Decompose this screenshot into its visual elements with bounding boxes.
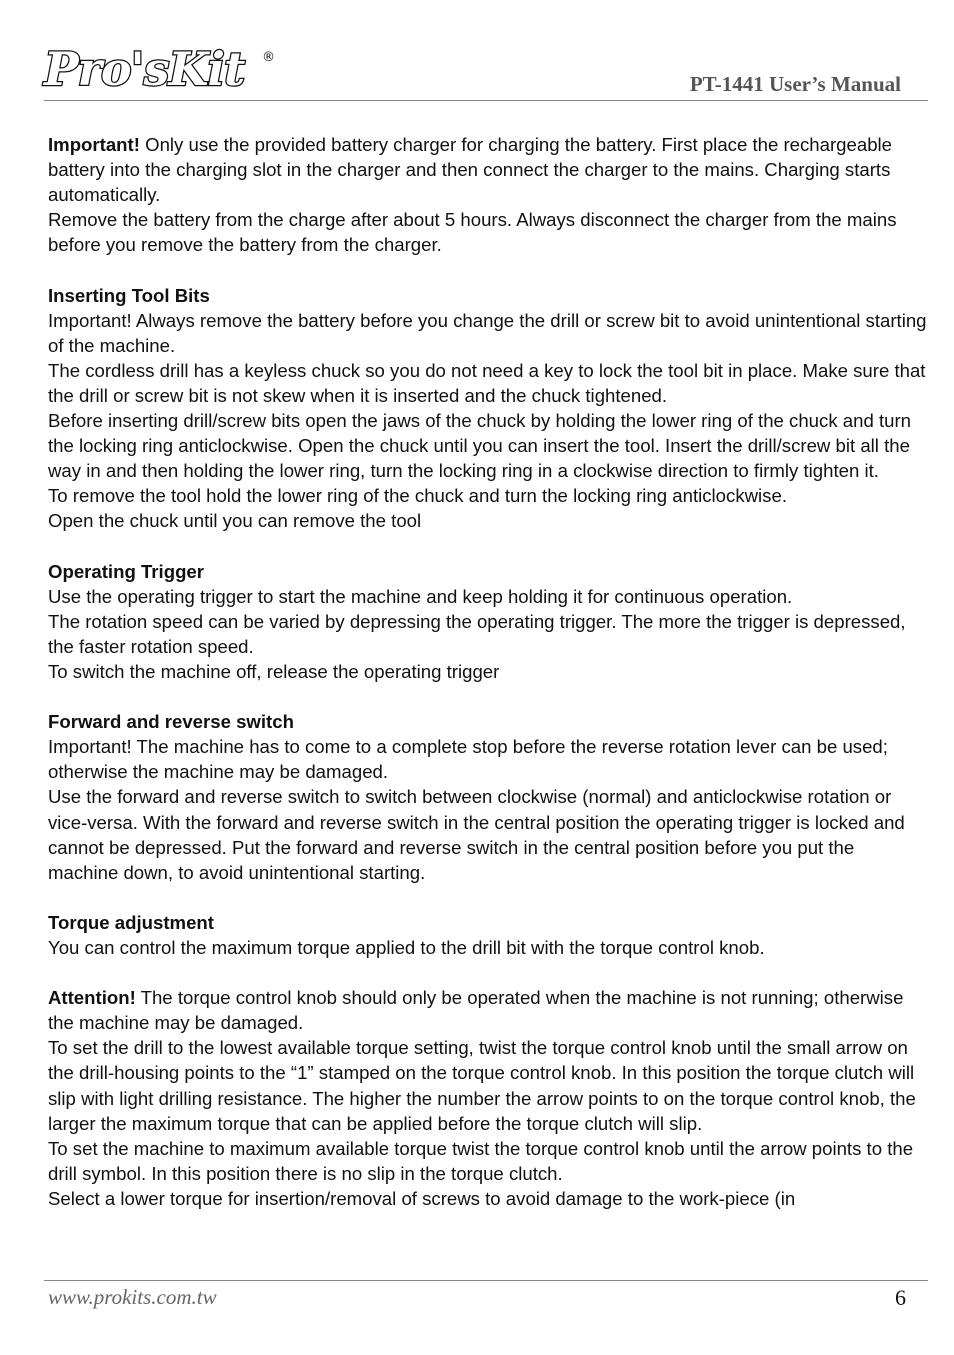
- inserting-paragraph-4: To remove the tool hold the lower ring of the chuck and turn the locking ring anticlockwise.: [48, 485, 787, 507]
- trigger-paragraph-1: Use the operating trigger to start the machine and keep holding it for continuous operation.: [48, 585, 793, 607]
- manual-title: PT-1441 User’s Manual: [689, 72, 901, 96]
- section-heading-switch: Forward and reverse switch: [48, 711, 294, 733]
- attention-lead: Attention!: [48, 987, 136, 1009]
- inserting-paragraph-2: The cordless drill has a keyless chuck so you do not need a key to lock the tool bit in place. Make sure that the drill or screw bit is not skew when it is inserted and the chuck tightened.: [48, 359, 926, 406]
- footer-website: www.prokits.com.tw: [48, 1285, 217, 1309]
- brand-logo-text: Pro'sKit: [44, 42, 245, 96]
- trigger-paragraph-3: To switch the machine off, release the operating trigger: [48, 660, 500, 682]
- spacer: [48, 684, 928, 709]
- torque-paragraph-4: Select a lower torque for insertion/removal of screws to avoid damage to the work-piece (in: [48, 1187, 796, 1209]
- attention-text: The torque control knob should only be operated when the machine is not running; otherwise the machine may be damaged.: [48, 987, 904, 1034]
- torque-paragraph-3: To set the machine to maximum available torque twist the torque control knob until the arrow points to the drill symbol. In this position there is no slip in the torque clutch.: [48, 1137, 914, 1184]
- header-divider: [44, 100, 928, 101]
- section-heading-torque: Torque adjustment: [48, 911, 214, 933]
- torque-paragraph-2: To set the drill to the lowest available torque setting, twist the torque control knob until the small arrow on the drill-housing points to the “1” stamped on the torque control knob. In this position the torque clutch will slip with light drilling resistance. The higher the number the arrow points to on the torque control knob, the larger the maximum torque that can be applied before the torque clutch will slip.: [48, 1037, 916, 1134]
- spacer: [48, 960, 928, 985]
- trigger-paragraph-2: The rotation speed can be varied by depressing the operating trigger. The more the trigger is depressed, the faster rotation speed.: [48, 610, 906, 657]
- torque-paragraph-1: You can control the maximum torque applied to the drill bit with the torque control knob.: [48, 937, 765, 958]
- inserting-paragraph-1: Important! Always remove the battery before you change the drill or screw bit to avoid unintentional starting of the machine.: [48, 309, 927, 356]
- important-lead: Important!: [48, 134, 140, 155]
- section-heading-inserting: Inserting Tool Bits: [48, 284, 210, 306]
- brand-logo: [44, 38, 284, 100]
- footer-divider: [44, 1280, 928, 1281]
- charging-text: Only use the provided battery charger for charging the battery. First place the rechargeable battery into the charging slot in the charger and then connect the charger to the mains. Charging starts automatically.: [48, 134, 893, 206]
- inserting-paragraph-5: Open the chuck until you can remove the tool: [48, 510, 422, 532]
- battery-removal-paragraph: Remove the battery from the charge after about 5 hours. Always disconnect the charger from the mains before you remove the battery from the charger.: [48, 209, 897, 256]
- charging-paragraph: [48, 132, 928, 207]
- attention-paragraph: [48, 985, 928, 1035]
- switch-paragraph-2: Use the forward and reverse switch to switch between clockwise (normal) and anticlockwise rotation or vice-versa. With the forward and reverse switch in the central position the operating trigger is locked and cannot be depressed. Put the forward and reverse switch in the central position before you put the machine down, to avoid unintentional starting.: [48, 786, 905, 883]
- page-number: 6: [895, 1285, 906, 1310]
- spacer: [48, 257, 928, 282]
- section-heading-trigger: Operating Trigger: [48, 560, 205, 582]
- inserting-paragraph-3: Before inserting drill/screw bits open the jaws of the chuck by holding the lower ring of the chuck and turn the locking ring anticlockwise. Open the chuck until you can insert the tool. Insert the drill/screw bit all the way in and then holding the lower ring, turn the locking ring in a clockwise direction to firmly tighten it.: [48, 410, 912, 482]
- switch-paragraph-1: Important! The machine has to come to a complete stop before the reverse rotation lever can be used; otherwise the machine may be damaged.: [48, 736, 888, 783]
- spacer: [48, 885, 928, 910]
- spacer: [48, 534, 928, 559]
- page-body: [48, 132, 928, 1211]
- registered-mark: ®: [262, 50, 275, 65]
